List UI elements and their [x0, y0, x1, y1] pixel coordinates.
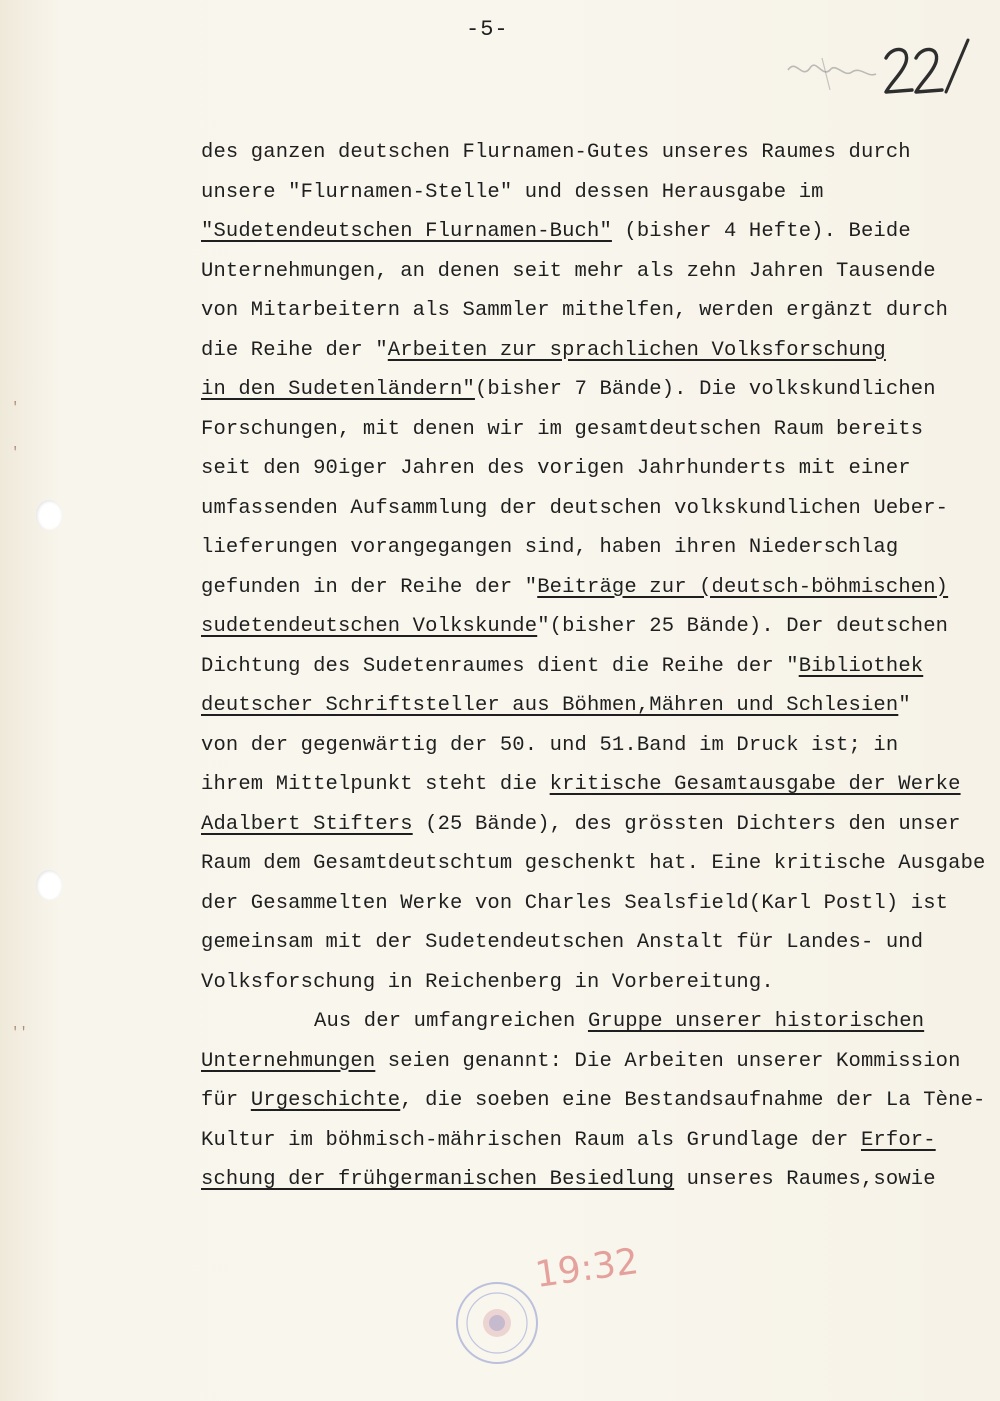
underlined-title: schung der frühgermanischen Besiedlung	[201, 1168, 675, 1191]
text-line	[201, 295, 971, 335]
round-archive-stamp	[452, 1278, 542, 1368]
text-segment: ihrem Mittelpunkt steht die	[201, 773, 550, 796]
margin-mark: ''	[11, 1025, 28, 1041]
text-segment: (bisher 4 Hefte). Beide	[611, 220, 911, 243]
archive-stamp-number: 19:32	[532, 1240, 642, 1297]
text-line	[201, 769, 971, 809]
underlined-title: in den Sudetenländern"	[201, 378, 475, 401]
text-line	[201, 414, 971, 454]
text-segment: umfassenden Aufsammlung der deutschen volkskundlichen Ueber-	[201, 496, 949, 520]
text-segment: für	[201, 1089, 251, 1112]
text-line	[201, 335, 971, 375]
text-line	[201, 256, 971, 296]
text-segment: von Mitarbeitern als Sammler mithelfen, werden ergänzt durch	[201, 299, 949, 322]
text-segment: seien genannt: Die Arbeiten unserer Kommission	[375, 1049, 961, 1073]
text-line	[201, 848, 986, 888]
text-segment: seit den 90iger Jahren des vorigen Jahrhunderts mit einer	[201, 457, 911, 480]
text-line	[201, 374, 971, 414]
typed-body-text	[201, 137, 986, 1204]
round-stamp-icon	[452, 1278, 542, 1368]
text-line	[201, 137, 971, 177]
text-line	[201, 690, 971, 730]
text-line	[201, 611, 971, 651]
margin-mark: '	[11, 445, 20, 461]
text-line	[201, 1085, 986, 1125]
text-segment: "(bisher 25 Bände). Der deutschen	[537, 615, 949, 638]
text-segment: (bisher 7 Bände). Die volkskundlichen	[474, 378, 936, 401]
text-segment: Aus der umfangreichen	[314, 1010, 588, 1033]
handwritten-folio-number	[782, 28, 972, 113]
text-line	[201, 967, 971, 1007]
text-segment: lieferungen vorangegangen sind, haben ihren Niederschlag	[201, 536, 899, 559]
text-line	[201, 572, 971, 612]
text-segment: Volksforschung in Reichenberg in Vorbereitung.	[201, 970, 774, 994]
underlined-title: Adalbert Stifters	[201, 812, 413, 836]
underlined-title: Urgeschichte	[250, 1089, 401, 1112]
text-segment: , die soeben eine Bestandsaufnahme der La Tène-	[400, 1089, 986, 1112]
underlined-title: "Sudetendeutschen Flurnamen-Buch"	[201, 220, 612, 243]
text-segment: Dichtung des Sudetenraumes dient die Reihe der "	[201, 654, 799, 678]
text-segment: unseres Raumes,sowie	[674, 1168, 936, 1191]
text-segment: die Reihe der "	[201, 338, 388, 362]
text-line	[201, 493, 971, 533]
text-line	[201, 532, 971, 572]
margin-mark: '	[11, 400, 20, 416]
punch-hole-bottom	[36, 870, 62, 900]
underlined-title: deutscher Schriftsteller aus Böhmen,Mähren und Schlesien	[201, 694, 899, 717]
underlined-title: Unternehmungen	[201, 1049, 376, 1073]
text-line	[201, 888, 971, 928]
underlined-title: Arbeiten zur sprachlichen Volksforschung	[387, 338, 886, 362]
handwritten-folio-drawing	[782, 28, 972, 108]
underlined-title: Bibliothek	[798, 654, 924, 678]
text-segment: des ganzen deutschen Flurnamen-Gutes unseres Raumes durch	[201, 141, 911, 164]
underlined-title: sudetendeutschen Volkskunde	[201, 615, 538, 638]
text-segment: von der gegenwärtig der 50. und 51.Band im Druck ist; in	[201, 733, 899, 757]
text-line	[201, 1125, 971, 1165]
text-segment: gemeinsam mit der Sudetendeutschen Anstalt für Landes- und	[201, 931, 924, 954]
underlined-title: kritische Gesamtausgabe der Werke	[549, 773, 961, 796]
text-segment: Forschungen, mit denen wir im gesamtdeutschen Raum bereits	[201, 417, 924, 441]
text-segment: der Gesammelten Werke von Charles Sealsfield(Karl Postl) ist	[201, 891, 949, 915]
page-number: -5-	[466, 17, 509, 42]
underlined-title: Erfor-	[860, 1128, 936, 1152]
text-line	[201, 927, 971, 967]
underlined-title: Beiträge zur (deutsch-böhmischen)	[537, 575, 949, 599]
text-segment: gefunden in der Reihe der "	[201, 575, 538, 599]
text-line	[201, 1046, 971, 1086]
text-segment: Unternehmungen, an denen seit mehr als zehn Jahren Tausende	[201, 259, 936, 283]
text-line	[201, 1006, 971, 1046]
text-segment: (25 Bände), des grössten Dichters den unser	[412, 812, 961, 836]
text-segment: unsere "Flurnamen-Stelle" und dessen Herausgabe im	[201, 180, 824, 204]
text-line	[201, 453, 971, 493]
text-line	[201, 177, 971, 217]
underlined-title: Gruppe unserer historischen	[587, 1010, 925, 1033]
text-line	[201, 730, 971, 770]
punch-hole-top	[36, 500, 62, 530]
text-line	[201, 216, 971, 256]
text-line	[201, 809, 971, 849]
text-segment: Raum dem Gesamtdeutschtum geschenkt hat. Eine kritische Ausgabe	[201, 852, 986, 875]
text-segment: "	[898, 694, 911, 717]
text-line	[201, 651, 971, 691]
text-segment: Kultur im böhmisch-mährischen Raum als Grundlage der	[201, 1128, 861, 1152]
text-line	[201, 1164, 971, 1204]
